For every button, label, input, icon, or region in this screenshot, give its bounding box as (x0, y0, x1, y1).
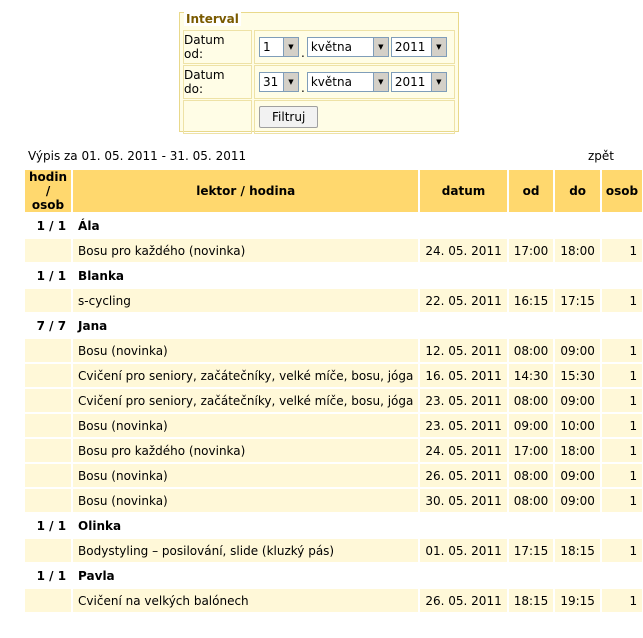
chevron-down-icon[interactable]: ▼ (373, 73, 388, 91)
date-to-label: Datum do: (183, 65, 252, 99)
lesson-to: 17:15 (555, 289, 600, 312)
lesson-from: 17:00 (509, 439, 554, 462)
lesson-to: 15:30 (555, 364, 600, 387)
chevron-down-icon[interactable]: ▼ (283, 38, 298, 56)
lesson-name: Cvičení na velkých balónech (73, 589, 418, 612)
lessons-table (23, 168, 643, 614)
lesson-date: 01. 05. 2011 (420, 539, 506, 562)
empty-cell (25, 339, 71, 362)
table-row (25, 414, 642, 437)
submit-row (183, 100, 455, 134)
lecturer-group-row (25, 314, 642, 337)
table-row (25, 289, 642, 312)
lesson-date: 26. 05. 2011 (420, 589, 506, 612)
table-header-row (25, 170, 642, 212)
lesson-to: 09:00 (555, 339, 600, 362)
lesson-persons: 1 (602, 589, 642, 612)
lecturer-name: Jana (73, 314, 642, 337)
lesson-name: Bosu pro každého (novinka) (73, 239, 418, 262)
date-to-row: Datum do: 31 ▼ . května ▼ 2011 ▼ (183, 65, 455, 99)
listing-summary: Výpis za 01. 05. 2011 - 31. 05. 2011 (28, 149, 247, 163)
table-row (25, 464, 642, 487)
group-count: 1 / 1 (25, 214, 71, 237)
lesson-to: 18:00 (555, 239, 600, 262)
to-month-select[interactable]: května ▼ (307, 72, 389, 92)
lesson-date: 24. 05. 2011 (420, 239, 506, 262)
lesson-from: 18:15 (509, 589, 554, 612)
lesson-to: 09:00 (555, 389, 600, 412)
lecturer-group-row (25, 214, 642, 237)
filter-button[interactable]: Filtruj (259, 106, 318, 128)
lesson-name: Bosu (novinka) (73, 414, 418, 437)
lecturer-group-row (25, 564, 642, 587)
lesson-from: 08:00 (509, 389, 554, 412)
lecturer-name: Ála (73, 214, 642, 237)
empty-cell (25, 239, 71, 262)
lecturer-name: Blanka (73, 264, 642, 287)
header-persons: osob (602, 170, 642, 212)
group-count: 1 / 1 (25, 264, 71, 287)
lesson-persons: 1 (602, 489, 642, 512)
table-row (25, 589, 642, 612)
empty-cell (25, 464, 71, 487)
lesson-persons: 1 (602, 389, 642, 412)
lesson-name: Bodystyling – posilování, slide (kluzký pás) (73, 539, 418, 562)
lesson-date: 23. 05. 2011 (420, 389, 506, 412)
lesson-persons: 1 (602, 289, 642, 312)
empty-cell (25, 289, 71, 312)
table-row (25, 239, 642, 262)
to-year-select[interactable]: 2011 ▼ (391, 72, 447, 92)
group-count: 1 / 1 (25, 564, 71, 587)
interval-filter (179, 12, 459, 132)
lecturer-name: Pavla (73, 564, 642, 587)
lesson-from: 09:00 (509, 414, 554, 437)
lesson-name: Cvičení pro seniory, začátečníky, velké míče, bosu, jóga (73, 364, 418, 387)
lesson-persons: 1 (602, 339, 642, 362)
table-row (25, 364, 642, 387)
lesson-to: 09:00 (555, 464, 600, 487)
table-row (25, 489, 642, 512)
lecturer-name: Olinka (73, 514, 642, 537)
lesson-persons: 1 (602, 414, 642, 437)
empty-cell (25, 489, 71, 512)
interval-legend: Interval (186, 12, 239, 26)
empty-cell (25, 539, 71, 562)
header-hours-persons: hodin / osob (25, 170, 71, 212)
from-day-select[interactable]: 1 ▼ (259, 37, 299, 57)
lesson-from: 08:00 (509, 464, 554, 487)
lesson-from: 17:15 (509, 539, 554, 562)
chevron-down-icon[interactable]: ▼ (283, 73, 298, 91)
table-row (25, 539, 642, 562)
header-date: datum (420, 170, 506, 212)
lesson-to: 10:00 (555, 414, 600, 437)
lesson-persons: 1 (602, 464, 642, 487)
to-day-select[interactable]: 31 ▼ (259, 72, 299, 92)
lecturer-group-row (25, 514, 642, 537)
lesson-from: 08:00 (509, 339, 554, 362)
lesson-persons: 1 (602, 439, 642, 462)
lesson-to: 18:00 (555, 439, 600, 462)
lesson-name: Bosu (novinka) (73, 489, 418, 512)
table-row (25, 339, 642, 362)
lesson-to: 19:15 (555, 589, 600, 612)
table-row (25, 389, 642, 412)
lesson-from: 14:30 (509, 364, 554, 387)
lesson-date: 26. 05. 2011 (420, 464, 506, 487)
empty-cell (25, 414, 71, 437)
empty-cell (25, 389, 71, 412)
lesson-date: 22. 05. 2011 (420, 289, 506, 312)
lesson-name: Bosu (novinka) (73, 339, 418, 362)
group-count: 1 / 1 (25, 514, 71, 537)
table-row (25, 439, 642, 462)
lesson-persons: 1 (602, 539, 642, 562)
empty-cell (25, 439, 71, 462)
header-from: od (509, 170, 554, 212)
lesson-date: 30. 05. 2011 (420, 489, 506, 512)
lesson-from: 08:00 (509, 489, 554, 512)
header-lecturer-lesson: lektor / hodina (73, 170, 418, 212)
lesson-date: 24. 05. 2011 (420, 439, 506, 462)
lesson-persons: 1 (602, 364, 642, 387)
chevron-down-icon[interactable]: ▼ (431, 73, 446, 91)
chevron-down-icon[interactable]: ▼ (373, 38, 388, 56)
lecturer-group-row (25, 264, 642, 287)
lesson-from: 16:15 (509, 289, 554, 312)
lesson-from: 17:00 (509, 239, 554, 262)
from-year-select[interactable]: 2011 ▼ (391, 37, 447, 57)
group-count: 7 / 7 (25, 314, 71, 337)
lesson-date: 12. 05. 2011 (420, 339, 506, 362)
empty-cell (25, 589, 71, 612)
lesson-to: 09:00 (555, 489, 600, 512)
date-from-row: Datum od: 1 ▼ . května ▼ 2011 ▼ (183, 30, 455, 64)
back-link[interactable]: zpět (587, 149, 614, 163)
chevron-down-icon[interactable]: ▼ (431, 38, 446, 56)
lesson-name: Bosu (novinka) (73, 464, 418, 487)
lesson-persons: 1 (602, 239, 642, 262)
lesson-name: Cvičení pro seniory, začátečníky, velké míče, bosu, jóga (73, 389, 418, 412)
lesson-name: Bosu pro každého (novinka) (73, 439, 418, 462)
from-month-select[interactable]: května ▼ (307, 37, 389, 57)
lesson-name: s-cycling (73, 289, 418, 312)
lesson-to: 18:15 (555, 539, 600, 562)
header-to: do (555, 170, 600, 212)
empty-cell (25, 364, 71, 387)
lesson-date: 16. 05. 2011 (420, 364, 506, 387)
date-from-label: Datum od: (183, 30, 252, 64)
lesson-date: 23. 05. 2011 (420, 414, 506, 437)
